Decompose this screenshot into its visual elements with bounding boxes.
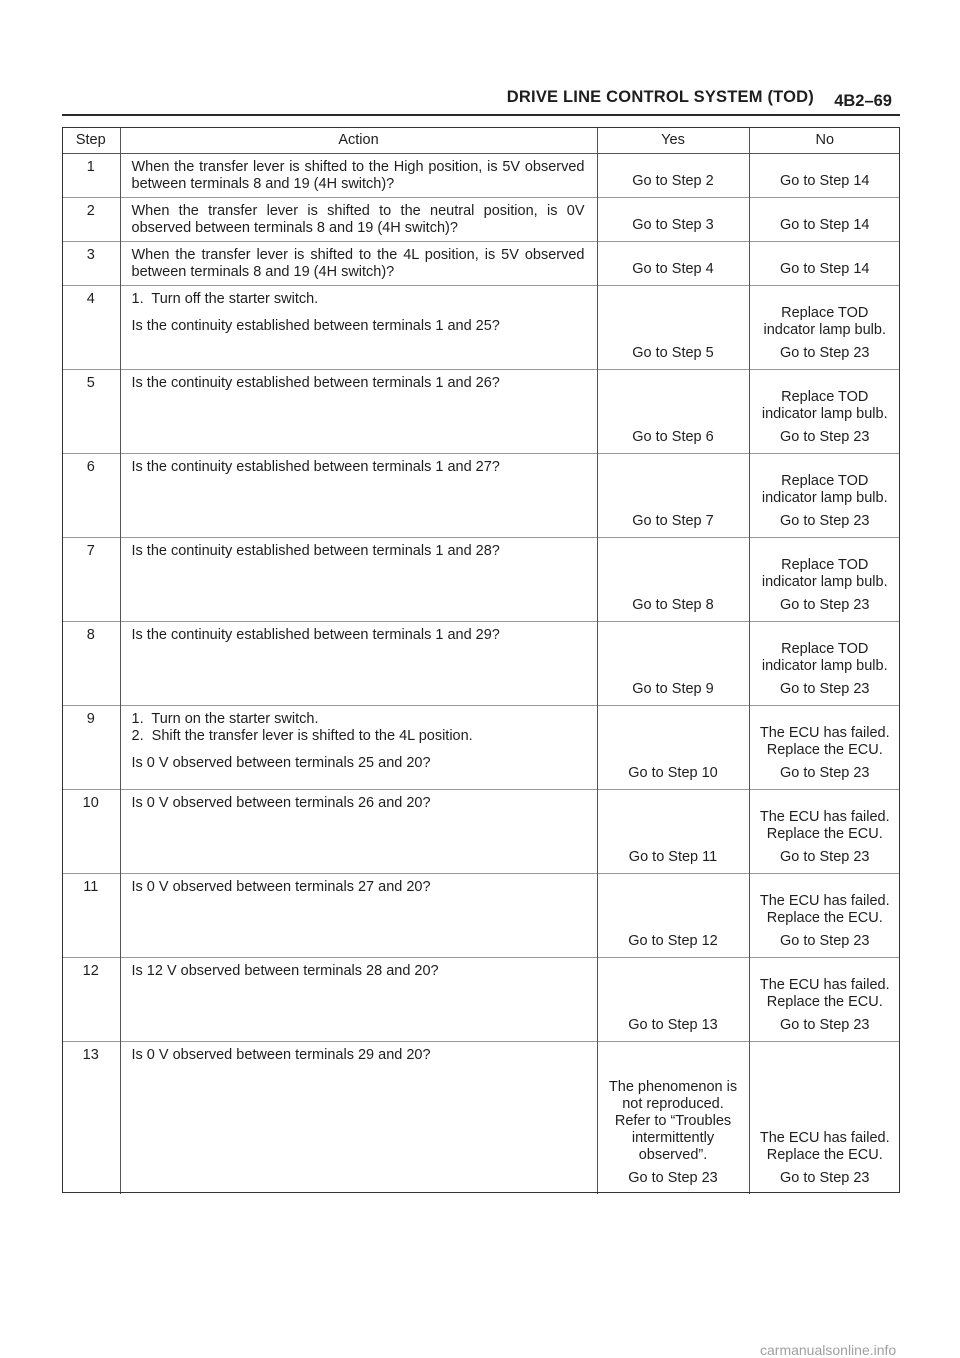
yes-result-text: Go to Step 5 — [632, 345, 714, 361]
table-row — [62, 958, 900, 1042]
no-result-text: Go to Step 23 — [780, 513, 870, 529]
action-cell — [120, 198, 597, 242]
action-cell — [120, 454, 597, 538]
yes-result-text: The phenomenon is not reproduced. Refer to “Troubles intermittently observed”. — [608, 1078, 738, 1163]
no-result-cell — [749, 154, 900, 198]
no-result-cell — [749, 286, 900, 370]
yes-result-cell — [597, 370, 749, 454]
no-result-text: Go to Step 14 — [780, 261, 870, 277]
no-result-text: Go to Step 23 — [780, 597, 870, 613]
yes-result-text: Go to Step 7 — [632, 513, 714, 529]
table-header-row — [62, 127, 900, 154]
action-cell — [120, 706, 597, 790]
no-result-text: The ECU has failed. Replace the ECU. — [759, 725, 890, 758]
action-cell — [120, 538, 597, 622]
action-text: Is 0 V observed between terminals 26 and 20? — [131, 795, 431, 811]
column-header-action: Action — [120, 127, 597, 154]
yes-result-text: Go to Step 13 — [628, 1017, 718, 1033]
table-row — [62, 706, 900, 790]
yes-result-text: Go to Step 6 — [632, 429, 714, 445]
action-cell — [120, 370, 597, 454]
action-text: 2. Shift the transfer lever is shifted to the 4L position. — [131, 728, 473, 744]
no-result-text: The ECU has failed. Replace the ECU. — [759, 893, 890, 926]
action-cell — [120, 286, 597, 370]
yes-result-text: Go to Step 4 — [632, 261, 714, 277]
step-number: 6 — [62, 454, 120, 538]
no-result-text: Replace TOD indicator lamp bulb. — [761, 389, 888, 422]
step-number: 13 — [62, 1042, 120, 1194]
no-result-cell — [749, 242, 900, 286]
action-text: Is 12 V observed between terminals 28 and 20? — [131, 963, 439, 979]
no-result-text: Replace TOD indicator lamp bulb. — [761, 557, 888, 590]
table-row — [62, 242, 900, 286]
yes-result-cell — [597, 958, 749, 1042]
yes-result-cell — [597, 242, 749, 286]
section-title: DRIVE LINE CONTROL SYSTEM (TOD) — [506, 88, 814, 106]
yes-result-cell — [597, 790, 749, 874]
yes-result-cell — [597, 538, 749, 622]
no-result-cell — [749, 454, 900, 538]
no-result-text: Replace TOD indicator lamp bulb. — [761, 473, 888, 506]
step-number: 12 — [62, 958, 120, 1042]
yes-result-cell — [597, 286, 749, 370]
table-row — [62, 1042, 900, 1194]
yes-result-text: Go to Step 23 — [628, 1169, 718, 1186]
yes-result-cell — [597, 1042, 749, 1194]
action-text: Is the continuity established between terminals 1 and 25? — [131, 318, 500, 334]
yes-result-cell — [597, 622, 749, 706]
step-number: 3 — [62, 242, 120, 286]
no-result-cell — [749, 370, 900, 454]
yes-result-cell — [597, 874, 749, 958]
no-result-text: Replace TOD indcator lamp bulb. — [763, 305, 886, 338]
no-result-cell — [749, 198, 900, 242]
page-number: 4B2–69 — [834, 92, 892, 110]
action-text: When the transfer lever is shifted to the neutral position, is 0V observed between terminals 8 and 19 (4H switch)? — [131, 203, 589, 236]
table-row — [62, 622, 900, 706]
step-number: 4 — [62, 286, 120, 370]
no-result-text: The ECU has failed. Replace the ECU. — [759, 977, 890, 1010]
action-cell — [120, 874, 597, 958]
action-cell — [120, 1042, 597, 1194]
yes-result-cell — [597, 154, 749, 198]
no-result-text: The ECU has failed. Replace the ECU. — [759, 1129, 890, 1163]
action-cell — [120, 154, 597, 198]
no-result-text: Go to Step 23 — [780, 933, 870, 949]
step-number: 9 — [62, 706, 120, 790]
column-header-no: No — [749, 127, 900, 154]
action-text: When the transfer lever is shifted to the High position, is 5V observed between terminals 8 and 19 (4H switch)? — [131, 159, 589, 192]
action-text: 1. Turn on the starter switch. — [131, 711, 319, 727]
action-cell — [120, 242, 597, 286]
page-header — [62, 86, 900, 114]
yes-result-text: Go to Step 12 — [628, 933, 718, 949]
yes-result-text: Go to Step 8 — [632, 597, 714, 613]
action-text: When the transfer lever is shifted to the 4L position, is 5V observed between terminals 8 and 19 (4H switch)? — [131, 247, 589, 280]
column-header-step: Step — [62, 127, 120, 154]
table-row — [62, 874, 900, 958]
step-number: 11 — [62, 874, 120, 958]
table-body — [62, 154, 900, 1194]
watermark: carmanualsonline.info — [760, 1342, 897, 1358]
action-text: Is the continuity established between terminals 1 and 28? — [131, 543, 500, 559]
step-number: 7 — [62, 538, 120, 622]
no-result-cell — [749, 538, 900, 622]
no-result-text: Go to Step 23 — [780, 345, 870, 361]
step-number: 1 — [62, 154, 120, 198]
action-text: Is 0 V observed between terminals 29 and 20? — [131, 1047, 431, 1063]
no-result-text: Go to Step 23 — [780, 1017, 870, 1033]
table-row — [62, 790, 900, 874]
no-result-cell — [749, 958, 900, 1042]
action-text: Is the continuity established between terminals 1 and 27? — [131, 459, 500, 475]
diagnostic-procedure-table — [62, 127, 900, 1194]
yes-result-text: Go to Step 2 — [632, 173, 714, 189]
header-rule — [62, 114, 900, 116]
yes-result-text: Go to Step 3 — [632, 217, 714, 233]
table-row — [62, 154, 900, 198]
table-row — [62, 454, 900, 538]
no-result-cell — [749, 790, 900, 874]
no-result-text: Go to Step 14 — [780, 173, 870, 189]
action-cell — [120, 790, 597, 874]
action-text: 1. Turn off the starter switch. — [131, 291, 319, 307]
no-result-cell — [749, 1042, 900, 1194]
no-result-text: Go to Step 23 — [780, 429, 870, 445]
yes-result-cell — [597, 198, 749, 242]
step-number: 8 — [62, 622, 120, 706]
action-text: Is 0 V observed between terminals 27 and 20? — [131, 879, 431, 895]
action-text: Is the continuity established between terminals 1 and 26? — [131, 375, 500, 391]
action-cell — [120, 622, 597, 706]
yes-result-cell — [597, 454, 749, 538]
yes-result-text: Go to Step 10 — [628, 765, 718, 781]
table-row — [62, 538, 900, 622]
no-result-text: The ECU has failed. Replace the ECU. — [759, 809, 890, 842]
no-result-text: Go to Step 23 — [780, 681, 870, 697]
column-header-yes: Yes — [597, 127, 749, 154]
table-row — [62, 198, 900, 242]
yes-result-text: Go to Step 9 — [632, 681, 714, 697]
action-cell — [120, 958, 597, 1042]
yes-result-cell — [597, 706, 749, 790]
no-result-text: Go to Step 23 — [780, 765, 870, 781]
table-row — [62, 286, 900, 370]
step-number: 10 — [62, 790, 120, 874]
action-text: Is the continuity established between terminals 1 and 29? — [131, 627, 500, 643]
no-result-text: Go to Step 14 — [780, 217, 870, 233]
step-number: 2 — [62, 198, 120, 242]
no-result-cell — [749, 622, 900, 706]
no-result-text: Go to Step 23 — [780, 1169, 870, 1186]
yes-result-text: Go to Step 11 — [628, 849, 718, 865]
step-number: 5 — [62, 370, 120, 454]
action-text: Is 0 V observed between terminals 25 and 20? — [131, 755, 431, 771]
no-result-cell — [749, 706, 900, 790]
no-result-text: Replace TOD indicator lamp bulb. — [761, 641, 888, 674]
no-result-cell — [749, 874, 900, 958]
table-row — [62, 370, 900, 454]
no-result-text: Go to Step 23 — [780, 849, 870, 865]
